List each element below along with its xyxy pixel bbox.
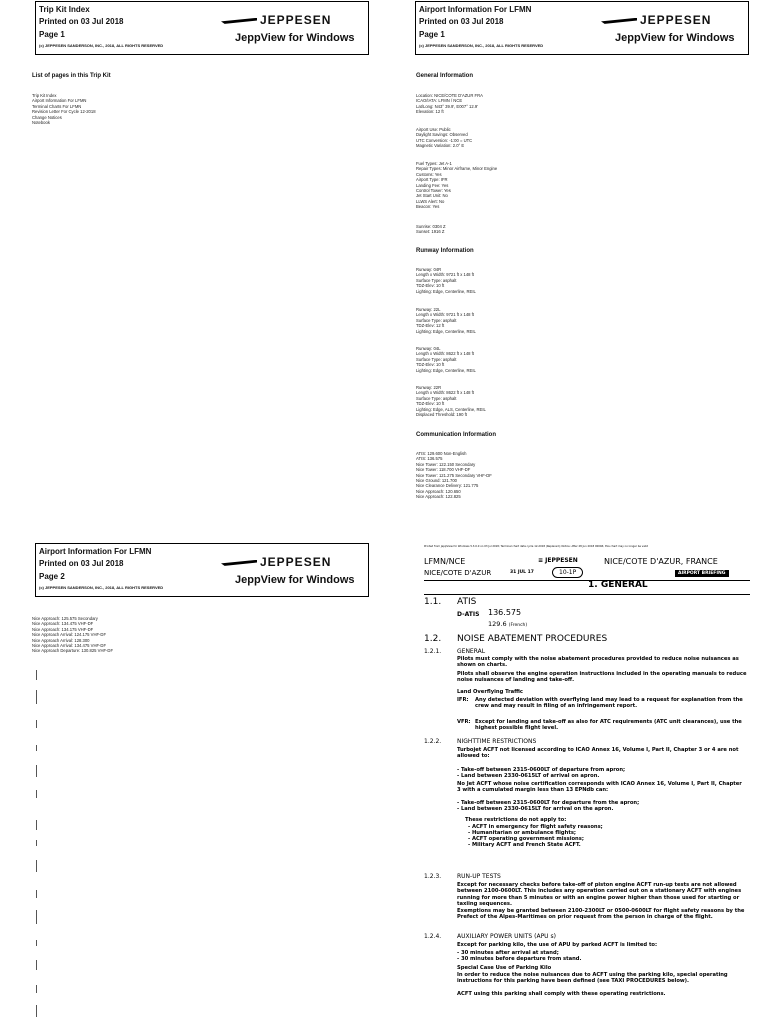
text-line: Nice Approach: 122.825 <box>416 494 461 500</box>
text-line: TDZ-Elev: 10 ft <box>416 362 445 368</box>
page-number: Page 1 <box>39 30 65 39</box>
atis-label: D-ATIS <box>457 611 480 618</box>
s123-title: RUN-UP TESTS <box>457 873 501 880</box>
text-line: Length x Width: 8622 ft x 148 ft <box>416 390 474 396</box>
scan-mark <box>36 840 37 846</box>
text-line: Lighting: Edge, Centerline, REIL <box>416 288 476 294</box>
bullet-6: - Humanitarian or ambulance flights; <box>468 830 576 836</box>
text-line: UTC Conversion: -1:00 = UTC <box>416 137 473 143</box>
text-line: Sunset: 1916 Z <box>416 229 445 235</box>
text-line: Nice Approach: 125.575 Secondary <box>32 616 98 621</box>
scan-mark <box>36 1005 37 1017</box>
text-line: Magnetic Variation: 2.0° E <box>416 143 465 149</box>
text-line: Lighting: Edge, ALS, Centerline, REIL <box>416 406 486 412</box>
special-case-label: Special Case Use of Parking Kilo <box>457 965 552 971</box>
vfr-text: Except for landing and take-off as also for ATC requirements (ATC unit clearances), use the highest possible flight level. <box>475 719 742 732</box>
para-8: Except for parking kilo, the use of APU by parked ACFT is limited to: <box>457 942 658 948</box>
scan-mark <box>36 860 37 872</box>
section-title: 1. GENERAL <box>588 580 648 590</box>
copyright: (c) JEPPESEN SANDERSON, INC., 2018, ALL RIGHTS RESERVED <box>419 43 544 48</box>
text-line: Notebook <box>32 120 50 126</box>
s12-number: 1.2. <box>424 634 442 644</box>
scan-mark <box>36 940 37 946</box>
chart-page-tag: 10-1P <box>552 567 583 578</box>
airport-info-page-1 <box>410 0 755 520</box>
bullet-1: - Take-off between 2315-0600LT of departure from apron; <box>457 767 626 773</box>
text-line: Lat/Long: N43° 39.9', E007° 12.9' <box>416 103 478 109</box>
bullet-5: - ACFT in emergency for flight safety reasons; <box>468 824 603 830</box>
trip-kit-list <box>32 93 96 125</box>
section-heading: List of pages in this Trip Kit <box>32 73 111 79</box>
printed-date: Printed on 03 Jul 2018 <box>419 17 504 26</box>
section-rule <box>424 594 750 595</box>
bullet-2: - Land between 2330-0615LT of arrival on apron. <box>457 773 600 779</box>
general-block-4 <box>416 224 446 235</box>
text-line: Nice Approach Arrival: 134.475 VHF-DF <box>32 643 107 649</box>
communication-list <box>416 451 492 500</box>
scan-mark <box>36 670 37 680</box>
s121-number: 1.2.1. <box>424 648 442 655</box>
page-header-box <box>35 1 369 55</box>
general-block-2 <box>416 127 472 149</box>
text-line: Surface Type: asphalt <box>416 356 457 362</box>
s11-title: ATIS <box>457 597 477 607</box>
para-10: ACFT using this parking shall comply with these operating restrictions. <box>457 991 666 997</box>
runway-22r <box>416 385 486 417</box>
page-header-box <box>35 543 369 597</box>
atis-freq-1: 136.575 <box>488 608 522 617</box>
chart-place: NICE/COTE D'AZUR, FRANCE <box>604 557 718 566</box>
chart-city: NICE/COTE D'AZUR <box>424 569 492 577</box>
text-line: Jet Start Unit: No <box>416 193 448 199</box>
page-number: Page 1 <box>419 30 445 39</box>
text-line: Control Tower: Yes <box>416 188 451 194</box>
text-line: Nice Approach: 134.175 VHF-DF <box>32 626 94 632</box>
para-1: Pilots must comply with the noise abatement procedures provided to reduce noise nuisances as shown on charts. <box>457 656 739 669</box>
bullet-8: - Military ACFT and French State ACFT. <box>468 842 581 848</box>
text-line: Sunrise: 0304 Z <box>416 224 446 229</box>
text-line: Nice Approach: 120.650 <box>416 488 461 494</box>
text-line: LLWS Alert: No <box>416 198 445 204</box>
printed-from-line: Printed from JeppView for Windows 5.3.0.0 on 03 Jul 2018; Terminal chart data cycle 12-2018 (Replaced); Notice: After 28 Jun 2018 0000Z, this chart may no longer be valid <box>424 545 648 548</box>
text-line: Daylight Savings: Observed <box>416 132 468 138</box>
product-name: JeppView for Windows <box>235 574 355 586</box>
communication-list <box>32 616 113 654</box>
s12-title: NOISE ABATEMENT PROCEDURES <box>457 634 608 644</box>
text-line: Nice Approach Departure: 130.825 VHF-DF <box>32 648 113 654</box>
bullet-9: - 30 minutes after arrival at stand; <box>457 950 559 956</box>
scan-mark <box>36 690 37 704</box>
jeppesen-logo: JEPPESEN <box>221 555 331 569</box>
bullet-7: - ACFT operating government missions; <box>468 836 584 842</box>
text-line: Surface Type: asphalt <box>416 395 457 401</box>
text-line: Trip Kit Index <box>32 93 57 98</box>
text-line: Location: NICE/COTE D'AZUR FRA <box>416 93 483 98</box>
text-line: ICAO/IATA: LFMN / NCE <box>416 98 463 104</box>
atis-freq-2: 129.6 (French) <box>488 620 528 628</box>
printed-date: Printed on 03 Jul 2018 <box>39 559 124 568</box>
text-line: Elevation: 12 ft <box>416 109 444 115</box>
text-line: Surface Type: asphalt <box>416 317 457 323</box>
text-line: Runway: 04R <box>416 267 442 272</box>
text-line: Nice Clearance Delivery: 121.775 <box>416 483 479 489</box>
s124-title: AUXILIARY POWER UNITS (APU s) <box>457 933 556 940</box>
text-line: Lighting: Edge, Centerline, REIL <box>416 367 476 373</box>
text-line: Nice Approach: 134.475 VHF-DF <box>32 621 94 627</box>
airport-info-page-2 <box>30 540 370 1024</box>
s121-title: GENERAL <box>457 648 486 655</box>
scan-mark <box>36 720 37 728</box>
trip-kit-index-page <box>30 0 370 520</box>
text-line: Fuel Types: Jet A-1 <box>416 161 452 166</box>
scan-mark <box>36 820 37 830</box>
land-overflying-label: Land Overflying Traffic <box>457 689 523 695</box>
vfr-label: VFR: <box>457 719 471 725</box>
para-9: In order to reduce the noise nuisances due to ACFT using the parking kilo, special operating instructions for this parking have been defined (see TAXI PROCEDURES below). <box>457 972 728 985</box>
ifr-text: Any detected deviation with overflying land may lead to a request for explanation from the crew and may result in filing of an infringement report. <box>475 697 743 710</box>
page-title: Airport Information For LFMN <box>419 5 532 14</box>
header-rule <box>424 580 750 581</box>
chart-icao: LFMN/NCE <box>424 557 466 566</box>
bullet-4: - Land between 2330-0615LT for arrival on the apron. <box>457 806 614 812</box>
text-line: Length x Width: 9721 ft x 148 ft <box>416 272 474 278</box>
text-line: Customs: Yes <box>416 171 442 177</box>
scan-mark <box>36 960 37 970</box>
bullet-10: - 30 minutes before departure from stand. <box>457 956 582 962</box>
page-title: Airport Information For LFMN <box>39 547 152 556</box>
text-line: Nice Approach Arrival: 124.175 VHF-DF <box>32 632 107 638</box>
text-line: Nice Tower: 121.275 Secondary VHF-DF <box>416 472 492 478</box>
jeppesen-logo: JEPPESEN <box>221 13 331 27</box>
scan-mark <box>36 910 37 924</box>
runway-22l <box>416 307 476 334</box>
communication-heading: Communication Information <box>416 432 496 438</box>
text-line: Airport Type: IFR <box>416 177 448 183</box>
scan-mark <box>36 765 37 777</box>
general-block-3 <box>416 161 497 210</box>
text-line: ATIS: 136.575 <box>416 456 443 462</box>
jeppesen-swoosh-icon <box>601 18 637 24</box>
copyright: (c) JEPPESEN SANDERSON, INC., 2018, ALL RIGHTS RESERVED <box>39 585 164 590</box>
para-7: Exemptions may be granted between 2100-2300LT or 0500-0600LT for flight safety reasons by the Prefect of the Alpes-Maritimes on prior request from the person in charge of the flight. <box>457 908 745 921</box>
para-5: These restrictions do not apply to: <box>465 817 567 823</box>
text-line: Airport Information For LFMN <box>32 98 87 104</box>
printed-date: Printed on 03 Jul 2018 <box>39 17 124 26</box>
text-line: ATIS: 129.600 Non-English <box>416 451 467 456</box>
jeppesen-logo: JEPPESEN <box>601 13 711 27</box>
text-line: Surface Type: asphalt <box>416 277 457 283</box>
para-3: Turbojet ACFT not licensed according to ICAO Annex 16, Volume I, Part II, Chapter 3 or 4 are not allowed to: <box>457 747 739 760</box>
text-line: Nice Approach Arrival: 128.300 <box>32 637 90 643</box>
jeppesen-swoosh-icon <box>221 560 257 566</box>
page-header-box <box>415 1 749 55</box>
ifr-label: IFR: <box>457 697 469 703</box>
airport-briefing-chart <box>420 545 755 1024</box>
text-line: TDZ-Elev: 12 ft <box>416 323 445 329</box>
text-line: TDZ-Elev: 10 ft <box>416 401 445 407</box>
text-line: Runway: 22R <box>416 385 442 390</box>
text-line: Length x Width: 8622 ft x 148 ft <box>416 351 474 357</box>
para-2: Pilots shall observe the engine operation instructions included in the operating manuals to reduce noise nuisances of landing and take-off. <box>457 671 747 684</box>
scan-mark <box>36 790 37 798</box>
text-line: TDZ-Elev: 10 ft <box>416 283 445 289</box>
text-line: Change Notices <box>32 114 62 120</box>
s11-number: 1.1. <box>424 597 442 607</box>
s122-number: 1.2.2. <box>424 738 442 745</box>
para-4: No Jet ACFT whose noise certification corresponds with ICAO Annex 16, Volume I, Part II, Chapter 3 with a cumulated margin less than 13 EPNdb can: <box>457 781 742 794</box>
runway-04r <box>416 267 476 294</box>
runway-04l <box>416 346 476 373</box>
text-line: Nice Tower: 122.150 Secondary <box>416 461 476 467</box>
text-line: Length x Width: 9721 ft x 148 ft <box>416 312 474 318</box>
text-line: Landing Fee: Yes <box>416 182 449 188</box>
s123-number: 1.2.3. <box>424 873 442 880</box>
chart-jeppesen: ≡ JEPPESEN <box>538 557 578 564</box>
para-6: Except for necessary checks before take-off of piston engine ACFT run-up tests are not allowed between 2100-0600LT. This includes any operation carried out on a stationary ACFT with engines running for more than 5 minutes or with an engine power higher than those used for starting or taxiing sequences. <box>457 882 742 908</box>
scan-mark <box>36 890 37 898</box>
general-block-1 <box>416 93 483 115</box>
text-line: Terminal Charts For LFMN <box>32 103 82 109</box>
text-line: Airport Use: Public <box>416 127 451 132</box>
s124-number: 1.2.4. <box>424 933 442 940</box>
chart-date: 31 JUL 17 <box>510 570 534 575</box>
general-heading: General Information <box>416 73 474 79</box>
scan-mark <box>36 985 37 993</box>
briefing-badge: AIRPORT BRIEFING <box>675 570 729 577</box>
text-line: Nice Tower: 118.700 VHF-DF <box>416 467 471 473</box>
copyright: (c) JEPPESEN SANDERSON, INC., 2018, ALL RIGHTS RESERVED <box>39 43 164 48</box>
page-title: Trip Kit Index <box>39 5 90 14</box>
bullet-3: - Take-off between 2315-0600LT for departure from the apron; <box>457 800 640 806</box>
text-line: Runway: 04L <box>416 346 441 351</box>
text-line: Displaced Threshold: 190 ft <box>416 412 467 418</box>
scan-mark <box>36 745 37 751</box>
text-line: Lighting: Edge, Centerline, REIL <box>416 328 476 334</box>
text-line: Beacon: Yes <box>416 204 440 210</box>
jeppesen-swoosh-icon <box>221 18 257 24</box>
page-number: Page 2 <box>39 572 65 581</box>
text-line: Runway: 22L <box>416 307 441 312</box>
product-name: JeppView for Windows <box>235 32 355 44</box>
text-line: Revision Letter For Cycle 12-2018 <box>32 109 96 115</box>
s122-title: NIGHTTIME RESTRICTIONS <box>457 738 537 745</box>
text-line: Nice Ground: 121.700 <box>416 478 457 484</box>
runway-heading: Runway Information <box>416 248 474 254</box>
text-line: Repair Types: Minor Airframe, Minor Engine <box>416 166 498 172</box>
product-name: JeppView for Windows <box>615 32 735 44</box>
